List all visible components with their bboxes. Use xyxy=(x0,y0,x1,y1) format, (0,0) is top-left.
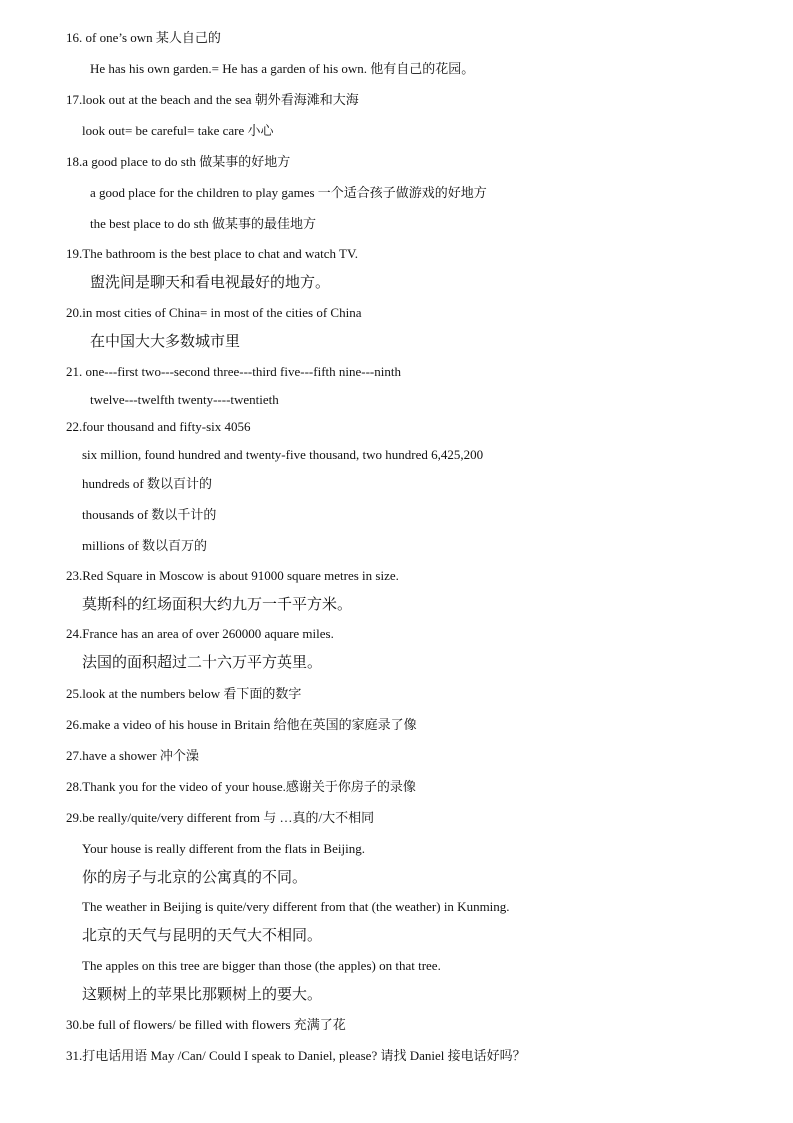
item-16-heading: 16. of one’s own 某人自己的 xyxy=(66,30,221,45)
item-24-heading: 24.France has an area of over 260000 aquare miles. xyxy=(66,626,334,641)
item-16-example: He has his own garden.= He has a garden of his own. 他有自己的花园。 xyxy=(90,61,475,76)
item-19-heading: 19.The bathroom is the best place to chat and watch TV. xyxy=(66,246,358,261)
item-23-heading: 23.Red Square in Moscow is about 91000 square metres in size. xyxy=(66,568,399,583)
item-26-heading: 26.make a video of his house in Britain 给他在英国的家庭录了像 xyxy=(66,717,417,732)
item-22-heading: 22.four thousand and fifty-six 4056 xyxy=(66,419,251,434)
item-29-translation-1: 你的房子与北京的公寓真的不同。 xyxy=(82,868,308,886)
item-25-heading: 25.look at the numbers below 看下面的数字 xyxy=(66,686,302,701)
item-19-translation: 盥洗间是聊天和看电视最好的地方。 xyxy=(90,273,331,291)
item-29-heading: 29.be really/quite/very different from 与 …真的/大不相同 xyxy=(66,810,375,825)
item-18-heading: 18.a good place to do sth 做某事的好地方 xyxy=(66,154,291,169)
item-21-ordinals-1: 21. one---first two---second three---third five---fifth nine---ninth xyxy=(66,364,401,379)
item-20-translation: 在中国大大多数城市里 xyxy=(90,332,241,350)
item-31-heading: 31.打电话用语 May /Can/ Could I speak to Daniel, please? 请找 Daniel 接电话好吗？ xyxy=(66,1048,526,1063)
item-18-example-2: the best place to do sth 做某事的最佳地方 xyxy=(90,216,317,231)
item-30-heading: 30.be full of flowers/ be filled with flowers 充满了花 xyxy=(66,1017,346,1032)
item-24-translation: 法国的面积超过二十六万平方英里。 xyxy=(82,653,323,671)
item-29-translation-3: 这颗树上的苹果比那颗树上的要大。 xyxy=(82,985,323,1003)
item-29-example-3: The apples on this tree are bigger than those (the apples) on that tree. xyxy=(82,958,441,973)
item-17-synonyms: look out= be careful= take care 小心 xyxy=(82,123,274,138)
item-22-example: six million, found hundred and twenty-five thousand, two hundred 6,425,200 xyxy=(82,447,484,462)
item-22-millions: millions of 数以百万的 xyxy=(82,538,207,553)
item-28-heading: 28.Thank you for the video of your house.感谢关于你房子的录像 xyxy=(66,779,416,794)
item-29-translation-2: 北京的天气与昆明的天气大不相同。 xyxy=(82,926,323,944)
item-17-heading: 17.look out at the beach and the sea 朝外看海滩和大海 xyxy=(66,92,359,107)
item-29-example-2: The weather in Beijing is quite/very different from that (the weather) in Kunming. xyxy=(82,899,510,914)
item-29-example-1: Your house is really different from the flats in Beijing. xyxy=(82,841,365,856)
item-27-heading: 27.have a shower 冲个澡 xyxy=(66,748,199,763)
item-21-ordinals-2: twelve---twelfth twenty----twentieth xyxy=(90,392,279,407)
item-22-hundreds: hundreds of 数以百计的 xyxy=(82,476,212,491)
item-22-thousands: thousands of 数以千计的 xyxy=(82,507,217,522)
item-18-example-1: a good place for the children to play games 一个适合孩子做游戏的好地方 xyxy=(90,185,487,200)
item-23-translation: 莫斯科的红场面积大约九万一千平方米。 xyxy=(82,595,353,613)
item-20-heading: 20.in most cities of China= in most of the cities of China xyxy=(66,305,362,320)
